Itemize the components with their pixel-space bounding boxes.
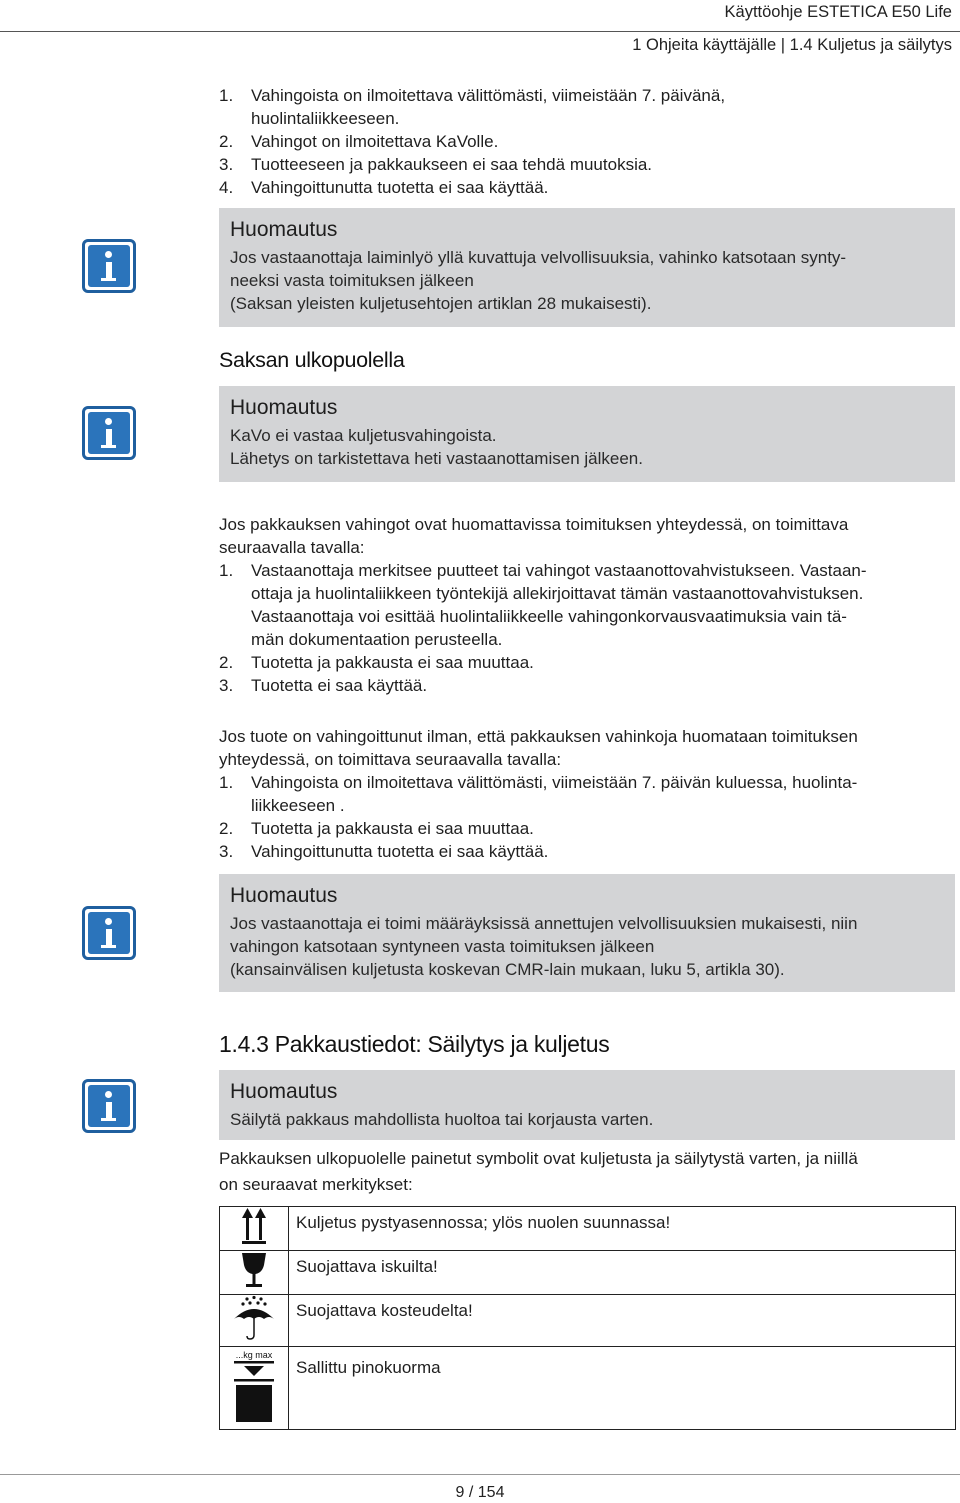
top-numbered-list <box>219 84 819 199</box>
paragraph-damage-visible: Jos pakkauksen vahingot ovat huomattavissa toimituksen yhteydessä, on toimittava seuraavalla tavalla: 1. Vastaanottaja merkitsee puutteet tai vahingot vastaanottovahvistukseen. Vastaan- ottaja ja huolintaliikkeen työntekijä allekirjoittavat tämän vastaanottovahvistuksen. Vastaanottaja voi esittää huolintaliikkeelle vahingonkorvausvaatimuksia vain tä- män dokumentaation perusteella. 2. Tuotetta ja pakkausta ei saa muuttaa. 3. Tuotetta ei saa käyttää. <box>219 513 959 697</box>
this-way-up-icon <box>220 1207 289 1251</box>
list-item: 3. Tuotteeseen ja pakkaukseen ei saa tehdä muutoksia. <box>219 155 653 174</box>
info-icon <box>82 1079 136 1133</box>
symbol-label: Sallittu pinokuorma <box>289 1347 956 1430</box>
list-item: 4. Vahingoittunutta tuotetta ei saa käyttää. <box>219 178 549 197</box>
paragraph-damage-hidden: Jos tuote on vahingoittunut ilman, että pakkauksen vahinkoja huomataan toimituksen yhteydessä, on toimittava seuraavalla tavalla: 1. Vahingoista on ilmoitettava välittömästi, viimeistään 7. päivän kuluessa, huolinta- liikkeeseen . 2. Tuotetta ja pakkausta ei saa muuttaa. 3. Vahingoittunutta tuotetta ei saa käyttää. <box>219 725 959 863</box>
page-number: 9 / 154 <box>455 1484 505 1501</box>
note-text: Jos vastaanottaja laiminlyö yllä kuvattuja velvollisuuksia, vahinko katsotaan synty- neeksi vasta toimituksen jälkeen (Saksan yleisten kuljetusehtojen artiklan 28 mukaisesti). <box>230 248 847 313</box>
note-box <box>219 208 955 327</box>
table-row <box>220 1347 956 1430</box>
stacking-limit-text: ...kg max <box>235 1349 273 1360</box>
paragraph-symbols-intro: Pakkauksen ulkopuolelle painetut symbolit ovat kuljetusta ja säilytystä varten, ja niillä on seuraavat merkitykset: <box>219 1149 858 1194</box>
info-icon <box>82 406 136 460</box>
note-text: Säilytä pakkaus mahdollista huoltoa tai korjausta varten. <box>230 1110 654 1129</box>
symbol-label: Kuljetus pystyasennossa; ylös nuolen suunnassa! <box>289 1207 956 1251</box>
subheading-outside-germany: Saksan ulkopuolella <box>219 348 405 372</box>
stacking-limit-icon <box>220 1347 289 1430</box>
list-item: 2. Tuotetta ja pakkausta ei saa muuttaa. <box>219 819 534 838</box>
table-row <box>220 1251 956 1295</box>
symbols-table <box>219 1206 956 1430</box>
keep-dry-umbrella-icon <box>220 1295 289 1347</box>
note-title: Huomautus <box>230 396 338 419</box>
info-icon <box>82 239 136 293</box>
footer-divider <box>0 1474 960 1475</box>
document-title: Käyttöohje ESTETICA E50 Life <box>724 3 952 21</box>
table-row <box>220 1295 956 1347</box>
header-divider <box>0 31 960 32</box>
info-icon <box>82 906 136 960</box>
symbol-label: Suojattava iskuilta! <box>289 1251 956 1295</box>
note-title: Huomautus <box>230 884 338 907</box>
list-item: 1. Vahingoista on ilmoitettava välittömästi, viimeistään 7. päivänä, huolintaliikkeeseen. <box>219 86 726 128</box>
note-text: KaVo ei vastaa kuljetusvahingoista. Lähetys on tarkistettava heti vastaanottamisen jälkeen. <box>230 426 643 468</box>
note-box <box>219 874 955 992</box>
note-box <box>219 386 955 482</box>
note-text: Jos vastaanottaja ei toimi määräyksissä annettujen velvollisuuksien mukaisesti, niin vahingon katsotaan syntyneen vasta toimituksen jälkeen (kansainvälisen kuljetusta koskevan CMR-lain mukaan, luku 5, artikla 30). <box>230 914 858 979</box>
list-item: 3. Tuotetta ei saa käyttää. <box>219 676 428 695</box>
list-item: 2. Tuotetta ja pakkausta ei saa muuttaa. <box>219 653 534 672</box>
list-item: 1. Vastaanottaja merkitsee puutteet tai vahingot vastaanottovahvistukseen. Vastaan- ottaja ja huolintaliikkeen työntekijä allekirjoittavat tämän vastaanottovahvistuksen. Vastaanottaja voi esittää huolintaliikkeelle vahingonkorvausvaatimuksia vain tä- män dokumentaation perusteella. <box>219 561 867 649</box>
list-item: 2. Vahingot on ilmoitettava KaVolle. <box>219 132 499 151</box>
breadcrumb: 1 Ohjeita käyttäjälle | 1.4 Kuljetus ja säilytys <box>632 36 952 54</box>
list-item: 3. Vahingoittunutta tuotetta ei saa käyttää. <box>219 842 549 861</box>
list-item: 1. Vahingoista on ilmoitettava välittömästi, viimeistään 7. päivän kuluessa, huolinta- liikkeeseen . <box>219 773 858 815</box>
note-box <box>219 1070 955 1140</box>
fragile-glass-icon <box>220 1251 289 1295</box>
symbol-label: Suojattava kosteudelta! <box>289 1295 956 1347</box>
note-title: Huomautus <box>230 218 338 241</box>
section-heading: 1.4.3 Pakkaustiedot: Säilytys ja kuljetus <box>219 1031 610 1057</box>
table-row <box>220 1207 956 1251</box>
note-title: Huomautus <box>230 1080 338 1103</box>
